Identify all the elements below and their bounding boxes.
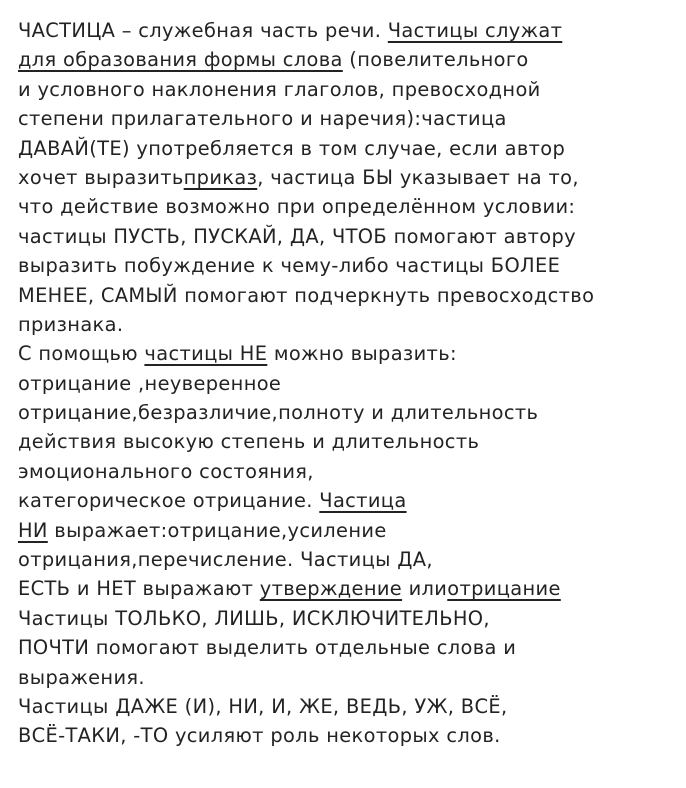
text-segment: и условного наклонения глаголов, превосходной [18, 77, 541, 101]
text-line [18, 398, 684, 427]
text-line [18, 134, 684, 163]
text-segment: Частицы ДАЖЕ (И), НИ, И, ЖЕ, ВЕДЬ, УЖ, ВСЁ, [18, 694, 508, 718]
text-segment: степени прилагательного и наречия):частица [18, 107, 507, 131]
document-text [18, 16, 684, 751]
text-line [18, 692, 684, 721]
text-segment: отрицания,перечисление. Частицы ДА, [18, 548, 433, 572]
underlined-phrase: утверждение [259, 577, 403, 601]
text-segment: что действие возможно при определённом условии: [18, 195, 576, 219]
text-segment: выражает:отрицание,усиление [47, 518, 387, 542]
text-line [18, 45, 684, 74]
text-segment: выражения. [18, 665, 145, 689]
underlined-phrase: для образования формы слова [18, 48, 343, 72]
text-segment: хочет выразить [18, 165, 184, 189]
text-line [18, 16, 684, 45]
text-line [18, 545, 684, 574]
underlined-phrase: частицы НЕ [144, 342, 268, 366]
text-segment: категорическое отрицание. [18, 489, 320, 513]
text-line [18, 663, 684, 692]
text-segment: ДАВАЙ(ТЕ) употребляется в том случае, если автор [18, 136, 566, 160]
text-line [18, 633, 684, 662]
text-line [18, 574, 684, 603]
text-segment: (повелительного [342, 48, 529, 72]
text-line [18, 310, 684, 339]
text-line [18, 251, 684, 280]
text-line [18, 369, 684, 398]
text-segment: эмоционального состояния, [18, 459, 314, 483]
text-line [18, 104, 684, 133]
underlined-phrase: отрицание [447, 577, 561, 601]
text-segment: можно выразить: [267, 342, 457, 366]
text-segment: МЕНЕЕ, САМЫЙ помогают подчеркнуть превосходство [18, 283, 595, 307]
underlined-phrase: Частицы служат [387, 19, 563, 42]
text-segment: , частица БЫ указывает на то, [257, 165, 579, 189]
underlined-phrase: НИ [18, 518, 48, 542]
text-line [18, 457, 684, 486]
text-line [18, 721, 684, 750]
underlined-phrase: Частица [319, 489, 407, 513]
underlined-phrase: приказ [183, 165, 258, 189]
text-segment: отрицание ,неуверенное [18, 371, 282, 395]
text-segment: ЧАСТИЦА – служебная часть речи. [18, 19, 388, 42]
text-segment: частицы ПУСТЬ, ПУСКАЙ, ДА, ЧТОБ помогают автору [18, 224, 576, 248]
text-line [18, 222, 684, 251]
text-segment: ЕСТЬ и НЕТ выражают [18, 577, 260, 601]
text-segment: выразить побуждение к чему-либо частицы БОЛЕЕ [18, 254, 561, 278]
text-line [18, 427, 684, 456]
text-line [18, 604, 684, 633]
text-line [18, 163, 684, 192]
text-segment: С помощью [18, 342, 145, 366]
text-line [18, 281, 684, 310]
text-segment: Частицы ТОЛЬКО, ЛИШЬ, ИСКЛЮЧИТЕЛЬНО, [18, 606, 490, 630]
text-segment: признака. [18, 312, 124, 336]
text-segment: отрицание,безразличие,полноту и длительность [18, 401, 539, 425]
text-line [18, 339, 684, 368]
text-line [18, 192, 684, 221]
text-segment: действия высокую степень и длительность [18, 430, 480, 454]
text-segment: ПОЧТИ помогают выделить отдельные слова и [18, 636, 517, 660]
text-line [18, 75, 684, 104]
text-line [18, 516, 684, 545]
text-segment: ВСЁ-ТАКИ, -ТО усиляют роль некоторых слов. [18, 724, 501, 748]
text-segment: или [402, 577, 448, 601]
text-line [18, 486, 684, 515]
